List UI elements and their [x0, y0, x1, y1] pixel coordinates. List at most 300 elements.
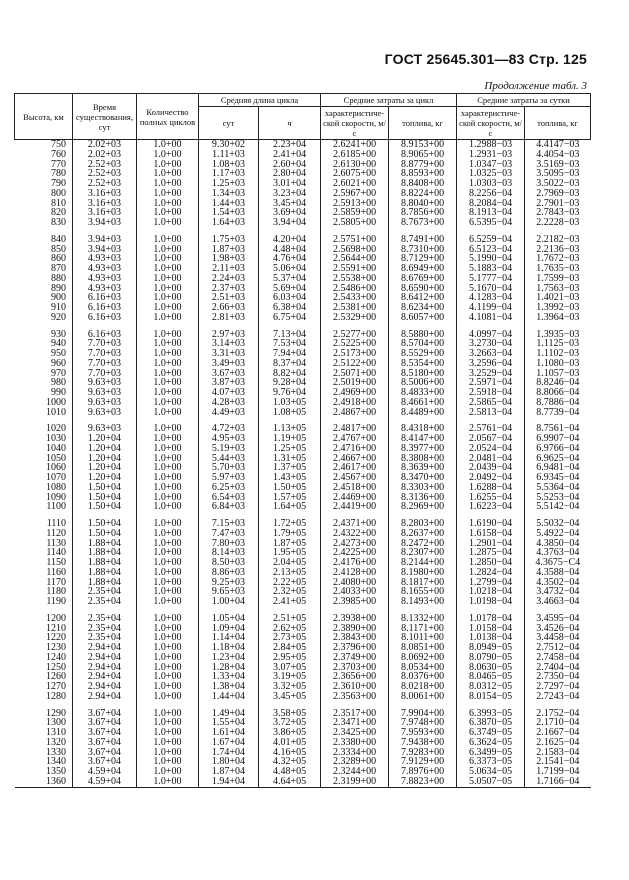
- table-cell: 4.64+05: [259, 777, 321, 787]
- table-cell: 3.2529−04: [457, 369, 525, 379]
- table-cell: 860: [51, 253, 66, 265]
- table-cell: 1.0325−03: [457, 169, 525, 179]
- table-cell: 5.06+04: [259, 264, 321, 274]
- table-cell: 2.1583−04: [525, 748, 591, 758]
- table-cell: 1.0+00: [137, 199, 199, 209]
- table-cell: 2.5591+00: [321, 264, 389, 274]
- table-cell: 2.95+05: [259, 653, 321, 663]
- table-cell: 1.72+05: [259, 519, 321, 529]
- table-cell: 1.0+00: [137, 208, 199, 218]
- table-cell: 2.5913+00: [321, 199, 389, 209]
- table-cell: 1.38+04: [199, 682, 259, 692]
- table-cell: 2.3656+00: [321, 672, 389, 682]
- table-cell: 2.5329+00: [321, 313, 389, 323]
- table-cell: 2.5071+00: [321, 369, 389, 379]
- col-time: Время существования, сут: [73, 94, 137, 140]
- table-cell: 3.67+03: [199, 369, 259, 379]
- table-cell: 2.5433+00: [321, 293, 389, 303]
- table-cell: 2.7297−04: [525, 682, 591, 692]
- table-cell: 8.8224+00: [389, 189, 457, 199]
- table-cell: 8.3136+00: [389, 493, 457, 503]
- table-cell: 8.1493+00: [389, 597, 457, 607]
- table-cell: 1.75+03: [199, 235, 259, 245]
- table-cell: 8.6057+00: [389, 313, 457, 323]
- table-cell: 8.4833+00: [389, 388, 457, 398]
- table-cell: 2.4617+00: [321, 463, 389, 473]
- table-cell: 1.94+04: [199, 777, 259, 787]
- table-cell: 8.0376+00: [389, 672, 457, 682]
- table-cell: 4.59+04: [73, 777, 137, 787]
- table-cell: 4.28+03: [199, 398, 259, 408]
- table-cell: 3.67+04: [73, 718, 137, 728]
- table-cell: 830: [51, 217, 66, 228]
- table-cell: 4.3502−04: [525, 578, 591, 588]
- table-cell: 2.13+05: [259, 568, 321, 578]
- table-cell: 1.1057−03: [525, 369, 591, 379]
- table-cell: 3.58+05: [259, 709, 321, 719]
- table-cell: 2.41+05: [259, 597, 321, 607]
- table-cell: 6.3749−05: [457, 728, 525, 738]
- table-cell: 1.6223−04: [457, 502, 525, 512]
- table-cell: 2.4128+00: [321, 568, 389, 578]
- table-cell: 2.4767+00: [321, 434, 389, 444]
- table-cell: 2.7350−04: [525, 672, 591, 682]
- table-cell: 1.0+00: [137, 150, 199, 160]
- table-cell: 8.4147+00: [389, 434, 457, 444]
- table-cell: 8.7310+00: [389, 245, 457, 255]
- table-cell: 1.0+00: [137, 692, 199, 702]
- table-cell: 2.4716+00: [321, 444, 389, 454]
- table-cell: 8.7491+00: [389, 235, 457, 245]
- table-cell: 1.7599−03: [525, 274, 591, 284]
- table-cell: 1.0+00: [137, 653, 199, 663]
- table-cell: 8.5880+00: [389, 330, 457, 340]
- table-cell: 1.0+00: [137, 728, 199, 738]
- table-cell: 2.35+04: [73, 614, 137, 624]
- table-cell: 1.88+04: [73, 539, 137, 549]
- table-cell: 1.00+04: [199, 597, 259, 607]
- table-cell: 2.5805+00: [321, 218, 389, 228]
- table-cell: 2.0439−04: [457, 463, 525, 473]
- table-cell: 1.0+00: [137, 568, 199, 578]
- table-cell: 1.0+00: [137, 548, 199, 558]
- table-cell: 8.1655+00: [389, 587, 457, 597]
- table-cell: 2.1667−04: [525, 728, 591, 738]
- table-cell: 2.5698+00: [321, 245, 389, 255]
- table-cell: 1.64+05: [259, 502, 321, 512]
- table-cell: 2.3843+00: [321, 633, 389, 643]
- table-cell: 1240: [46, 651, 66, 663]
- table-cell: 1.2931−03: [457, 150, 525, 160]
- table-cell: 760: [51, 148, 66, 160]
- table-cell: 2.1541−04: [525, 757, 591, 767]
- table-cell: 6.9625−04: [525, 454, 591, 464]
- table-cell: 3.4595−04: [525, 614, 591, 624]
- table-cell: 5.0634−05: [457, 767, 525, 777]
- table-cell: 1.95+05: [259, 548, 321, 558]
- table-cell: 8.5006+00: [389, 378, 457, 388]
- table-cell: 2.5859+00: [321, 208, 389, 218]
- table-cell: 8.14+03: [199, 548, 259, 558]
- table-cell: 4.32+05: [259, 757, 321, 767]
- table-cell: 1.33+04: [199, 672, 259, 682]
- table-cell: 4.95+03: [199, 434, 259, 444]
- table-cell: 1.23+04: [199, 653, 259, 663]
- table-cell: 770: [51, 158, 66, 170]
- table-cell: 3.16+03: [73, 189, 137, 199]
- table-cell: 2.1625−04: [525, 738, 591, 748]
- table-cell: 8.0465−05: [457, 672, 525, 682]
- table-cell: 5.5032−04: [525, 519, 591, 529]
- table-cell: 8.2969+00: [389, 502, 457, 512]
- table-cell: 1.57+05: [259, 493, 321, 503]
- table-cell: 1.7166−04: [525, 777, 591, 787]
- table-cell: 7.9129+00: [389, 757, 457, 767]
- table-cell: 1140: [46, 547, 66, 559]
- table-cell: 810: [51, 197, 66, 209]
- table-cell: 2.35+04: [73, 633, 137, 643]
- table-cell: 2.4322+00: [321, 529, 389, 539]
- table-cell: 5.69+04: [259, 284, 321, 294]
- table-cell: 1.50+04: [73, 483, 137, 493]
- table-cell: 3.67+04: [73, 728, 137, 738]
- table-cell: 2.6130+00: [321, 160, 389, 170]
- table-cell: 7.80+03: [199, 539, 259, 549]
- table-row: [15, 597, 591, 607]
- table-cell: 1.20+04: [73, 463, 137, 473]
- table-cell: 2.5277+00: [321, 330, 389, 340]
- table-cell: 9.25+03: [199, 578, 259, 588]
- table-cell: 2.52+03: [73, 160, 137, 170]
- table-cell: 8.4318+00: [389, 424, 457, 434]
- table-cell: 3.5169−03: [525, 160, 591, 170]
- table-cell: 3.19+05: [259, 672, 321, 682]
- table-cell: 2.4969+00: [321, 388, 389, 398]
- table-cell: 2.6241+00: [321, 140, 389, 150]
- table-cell: 1.0+00: [137, 189, 199, 199]
- table-cell: 3.67+04: [73, 738, 137, 748]
- table-cell: 7.53+04: [259, 339, 321, 349]
- table-cell: 2.94+04: [73, 643, 137, 653]
- table-cell: 2.6185+00: [321, 150, 389, 160]
- table-cell: 1250: [46, 661, 66, 673]
- table-cell: 1.0+00: [137, 293, 199, 303]
- table-cell: 3.01+04: [259, 179, 321, 189]
- table-cell: 1.03+05: [259, 398, 321, 408]
- table-cell: 1000: [46, 396, 66, 408]
- table-cell: 1.74+04: [199, 748, 259, 758]
- table-cell: 8.3470+00: [389, 473, 457, 483]
- table-cell: 2.3610+00: [321, 682, 389, 692]
- table-row: [15, 408, 591, 418]
- table-cell: 8.0692+00: [389, 653, 457, 663]
- table-cell: 4.93+03: [73, 254, 137, 264]
- table-cell: 970: [51, 367, 66, 379]
- table-cell: 1.0158−04: [457, 624, 525, 634]
- table-cell: 900: [51, 292, 66, 304]
- table-cell: 8.7561−04: [525, 424, 591, 434]
- table-cell: 2.04+05: [259, 558, 321, 568]
- table-cell: 2.51+05: [259, 614, 321, 624]
- table-cell: 3.2596−04: [457, 359, 525, 369]
- col-sut: сут: [199, 107, 259, 140]
- table-cell: 4.1199−04: [457, 303, 525, 313]
- table-cell: 1.7635−03: [525, 264, 591, 274]
- table-cell: 1.1080−03: [525, 359, 591, 369]
- table-cell: 7.9904+00: [389, 709, 457, 719]
- table-cell: 1.6255−04: [457, 493, 525, 503]
- table-cell: 1.3935−03: [525, 330, 591, 340]
- table-cell: 1.0+00: [137, 218, 199, 228]
- table-cell: 2.97+03: [199, 330, 259, 340]
- table-cell: 1.0198−04: [457, 597, 525, 607]
- table-cell: 2.35+04: [73, 624, 137, 634]
- table-cell: 2.3244+00: [321, 767, 389, 777]
- table-cell: 6.16+03: [73, 313, 137, 323]
- table-cell: 3.32+05: [259, 682, 321, 692]
- table-cell: 2.4667+00: [321, 454, 389, 464]
- table-cell: 4.07+03: [199, 388, 259, 398]
- table-cell: 2.0481−04: [457, 454, 525, 464]
- table-cell: 1.0+00: [137, 264, 199, 274]
- table-cell: 3.94+03: [73, 235, 137, 245]
- table-body: [15, 140, 591, 788]
- table-cell: 3.16+03: [73, 199, 137, 209]
- table-cell: 1.79+05: [259, 529, 321, 539]
- table-cell: 8.1171+00: [389, 624, 457, 634]
- table-cell: 3.69+04: [259, 208, 321, 218]
- table-cell: 6.5123−04: [457, 245, 525, 255]
- table-cell: 1090: [46, 491, 66, 503]
- table-cell: 2.4918+00: [321, 398, 389, 408]
- table-cell: 3.23+04: [259, 189, 321, 199]
- table-cell: 1220: [46, 632, 66, 644]
- table-cell: 2.5225+00: [321, 339, 389, 349]
- table-cell: 1.0+00: [137, 424, 199, 434]
- table-cell: 2.3380+00: [321, 738, 389, 748]
- table-cell: 3.5095−03: [525, 169, 591, 179]
- table-row: [15, 692, 591, 702]
- table-cell: 1.0+00: [137, 369, 199, 379]
- table-cell: 1.37+05: [259, 463, 321, 473]
- table-cell: 750: [51, 139, 66, 150]
- table-cell: 980: [51, 377, 66, 389]
- table-cell: 4.76+04: [259, 254, 321, 264]
- table-cell: 1.88+04: [73, 548, 137, 558]
- table-cell: 2.35+04: [73, 587, 137, 597]
- table-cell: 1.0+00: [137, 245, 199, 255]
- table-cell: 1.6158−04: [457, 529, 525, 539]
- table-cell: 8.7856+00: [389, 208, 457, 218]
- table-cell: 1020: [46, 423, 66, 435]
- table-cell: 1130: [46, 537, 66, 549]
- table-cell: 1.0+00: [137, 643, 199, 653]
- table-cell: 8.8779+00: [389, 160, 457, 170]
- table-cell: 840: [51, 233, 66, 245]
- col-count: Количество полных циклов: [137, 94, 199, 140]
- table-cell: 1.20+04: [73, 473, 137, 483]
- table-cell: 890: [51, 282, 66, 294]
- table-cell: 2.3749+00: [321, 653, 389, 663]
- table-cell: 1340: [46, 756, 66, 768]
- table-cell: 1.0+00: [137, 179, 199, 189]
- table-cell: 7.9283+00: [389, 748, 457, 758]
- table-cell: 8.7129+00: [389, 254, 457, 264]
- table-cell: 2.1752−04: [525, 709, 591, 719]
- table-cell: 2.62+05: [259, 624, 321, 634]
- table-cell: 8.4661+00: [389, 398, 457, 408]
- table-cell: 1.0+00: [137, 408, 199, 418]
- table-cell: 3.94+04: [259, 218, 321, 228]
- table-cell: 7.70+03: [73, 369, 137, 379]
- table-cell: 1320: [46, 736, 66, 748]
- table-cell: 1150: [46, 557, 66, 568]
- col-avg-cost-cycle: Средние затраты за цикл: [321, 94, 457, 107]
- table-cell: 8.3639+00: [389, 463, 457, 473]
- table-cell: 2.02+03: [73, 140, 137, 150]
- table-cell: 1.50+05: [259, 483, 321, 493]
- table-cell: 1290: [46, 707, 66, 719]
- table-cell: 1.08+03: [199, 160, 259, 170]
- table-cell: 4.20+04: [259, 235, 321, 245]
- table-cell: 8.37+04: [259, 359, 321, 369]
- table-cell: 4.93+03: [73, 274, 137, 284]
- table-cell: 9.63+03: [73, 378, 137, 388]
- table-cell: 1.0+00: [137, 330, 199, 340]
- table-cell: 1110: [46, 518, 66, 529]
- table-cell: 8.0534+00: [389, 663, 457, 673]
- table-cell: 1.0303−03: [457, 179, 525, 189]
- table-row: [15, 218, 591, 228]
- table-cell: 6.9766−04: [525, 444, 591, 454]
- table-cell: 2.94+04: [73, 672, 137, 682]
- table-cell: 2.41+04: [259, 150, 321, 160]
- table-cell: 1.0+00: [137, 738, 199, 748]
- table-cell: 6.5395−04: [457, 218, 525, 228]
- table-cell: 1280: [46, 690, 66, 702]
- table-cell: 6.38+04: [259, 303, 321, 313]
- table-cell: 8.2307+00: [389, 548, 457, 558]
- table-cell: 2.4033+00: [321, 587, 389, 597]
- table-cell: 1.50+04: [73, 519, 137, 529]
- table-cell: 920: [51, 311, 66, 323]
- table-cell: 4.3588−04: [525, 568, 591, 578]
- table-cell: 4.1283−04: [457, 293, 525, 303]
- table-cell: 7.9593+00: [389, 728, 457, 738]
- table-cell: 5.5364−04: [525, 483, 591, 493]
- table-cell: 930: [51, 328, 66, 340]
- table-cell: 1.19+05: [259, 434, 321, 444]
- table-cell: 1.44+04: [199, 692, 259, 702]
- table-cell: 9.28+04: [259, 378, 321, 388]
- table-cell: 1.50+04: [73, 529, 137, 539]
- table-cell: 5.37+04: [259, 274, 321, 284]
- table-cell: 8.82+04: [259, 369, 321, 379]
- table-cell: 850: [51, 243, 66, 255]
- page-header: ГОСТ 25645.301—83 Стр. 125: [384, 51, 587, 67]
- data-table: [14, 93, 591, 788]
- table-cell: 1.0138−04: [457, 633, 525, 643]
- table-cell: 2.7969−03: [525, 189, 591, 199]
- table-cell: 7.47+03: [199, 529, 259, 539]
- table-cell: 8.2803+00: [389, 519, 457, 529]
- table-cell: 1350: [46, 766, 66, 777]
- table-cell: 1.0+00: [137, 140, 199, 150]
- table-cell: 1.0+00: [137, 254, 199, 264]
- table-cell: 1.2875−04: [457, 548, 525, 558]
- table-cell: 1.88+04: [73, 558, 137, 568]
- table-cell: 2.5019+00: [321, 378, 389, 388]
- table-cell: 1.0+00: [137, 339, 199, 349]
- table-cell: 8.6949+00: [389, 264, 457, 274]
- table-cell: 8.8408+00: [389, 179, 457, 189]
- table-cell: 2.35+04: [73, 597, 137, 607]
- table-cell: 4.3675−С4: [525, 558, 591, 568]
- table-cell: 8.4489+00: [389, 408, 457, 418]
- table-continuation-label: Продолжение табл. 3: [484, 80, 587, 92]
- table-cell: 1.6190−04: [457, 519, 525, 529]
- table-cell: 2.0492−04: [457, 473, 525, 483]
- col-fuel-day: топлива, кг: [525, 107, 591, 140]
- table-cell: 7.70+03: [73, 359, 137, 369]
- col-char-speed-day: характеристической скорости, м/с: [457, 107, 525, 140]
- table-cell: 1170: [46, 576, 66, 588]
- table-cell: 8.50+03: [199, 558, 259, 568]
- table-cell: 1.0+00: [137, 539, 199, 549]
- table-cell: 2.4080+00: [321, 578, 389, 588]
- table-cell: 8.3977+00: [389, 444, 457, 454]
- table-cell: 1.0+00: [137, 303, 199, 313]
- table-cell: 3.67+04: [73, 757, 137, 767]
- table-cell: 1.2850−04: [457, 558, 525, 568]
- table-cell: 1.0+00: [137, 529, 199, 539]
- table-cell: 1.0+00: [137, 578, 199, 588]
- table-cell: 2.51+03: [199, 293, 259, 303]
- table-cell: 2.37+03: [199, 284, 259, 294]
- table-cell: 8.5704+00: [389, 339, 457, 349]
- table-cell: 910: [51, 302, 66, 313]
- table-cell: 9.65+03: [199, 587, 259, 597]
- table-cell: 2.3471+00: [321, 718, 389, 728]
- table-cell: 2.7843−03: [525, 208, 591, 218]
- table-cell: 1.25+05: [259, 444, 321, 454]
- table-cell: 3.87+03: [199, 378, 259, 388]
- table-cell: 5.1883−04: [457, 264, 525, 274]
- table-cell: 2.32+05: [259, 587, 321, 597]
- table-cell: 1230: [46, 642, 66, 653]
- table-cell: 2.02+03: [73, 150, 137, 160]
- table-cell: 1.0+00: [137, 349, 199, 359]
- table-cell: 2.5173+00: [321, 349, 389, 359]
- table-cell: 1.05+04: [199, 614, 259, 624]
- table-cell: 2.3796+00: [321, 643, 389, 653]
- table-cell: 2.52+03: [73, 169, 137, 179]
- table-cell: 2.4225+00: [321, 548, 389, 558]
- table-cell: 2.3890+00: [321, 624, 389, 634]
- table-cell: 8.6769+00: [389, 274, 457, 284]
- table-cell: 2.60+04: [259, 160, 321, 170]
- table-cell: 3.67+04: [73, 709, 137, 719]
- table-cell: 8.5180+00: [389, 369, 457, 379]
- table-cell: 8.7673+00: [389, 218, 457, 228]
- table-cell: 1.34+03: [199, 189, 259, 199]
- table-cell: 1.0+00: [137, 624, 199, 634]
- table-cell: 1.61+04: [199, 728, 259, 738]
- table-cell: 5.4922−04: [525, 529, 591, 539]
- table-cell: 1.6288−04: [457, 483, 525, 493]
- table-cell: 2.5644+00: [321, 254, 389, 264]
- table-cell: 2.3985+00: [321, 597, 389, 607]
